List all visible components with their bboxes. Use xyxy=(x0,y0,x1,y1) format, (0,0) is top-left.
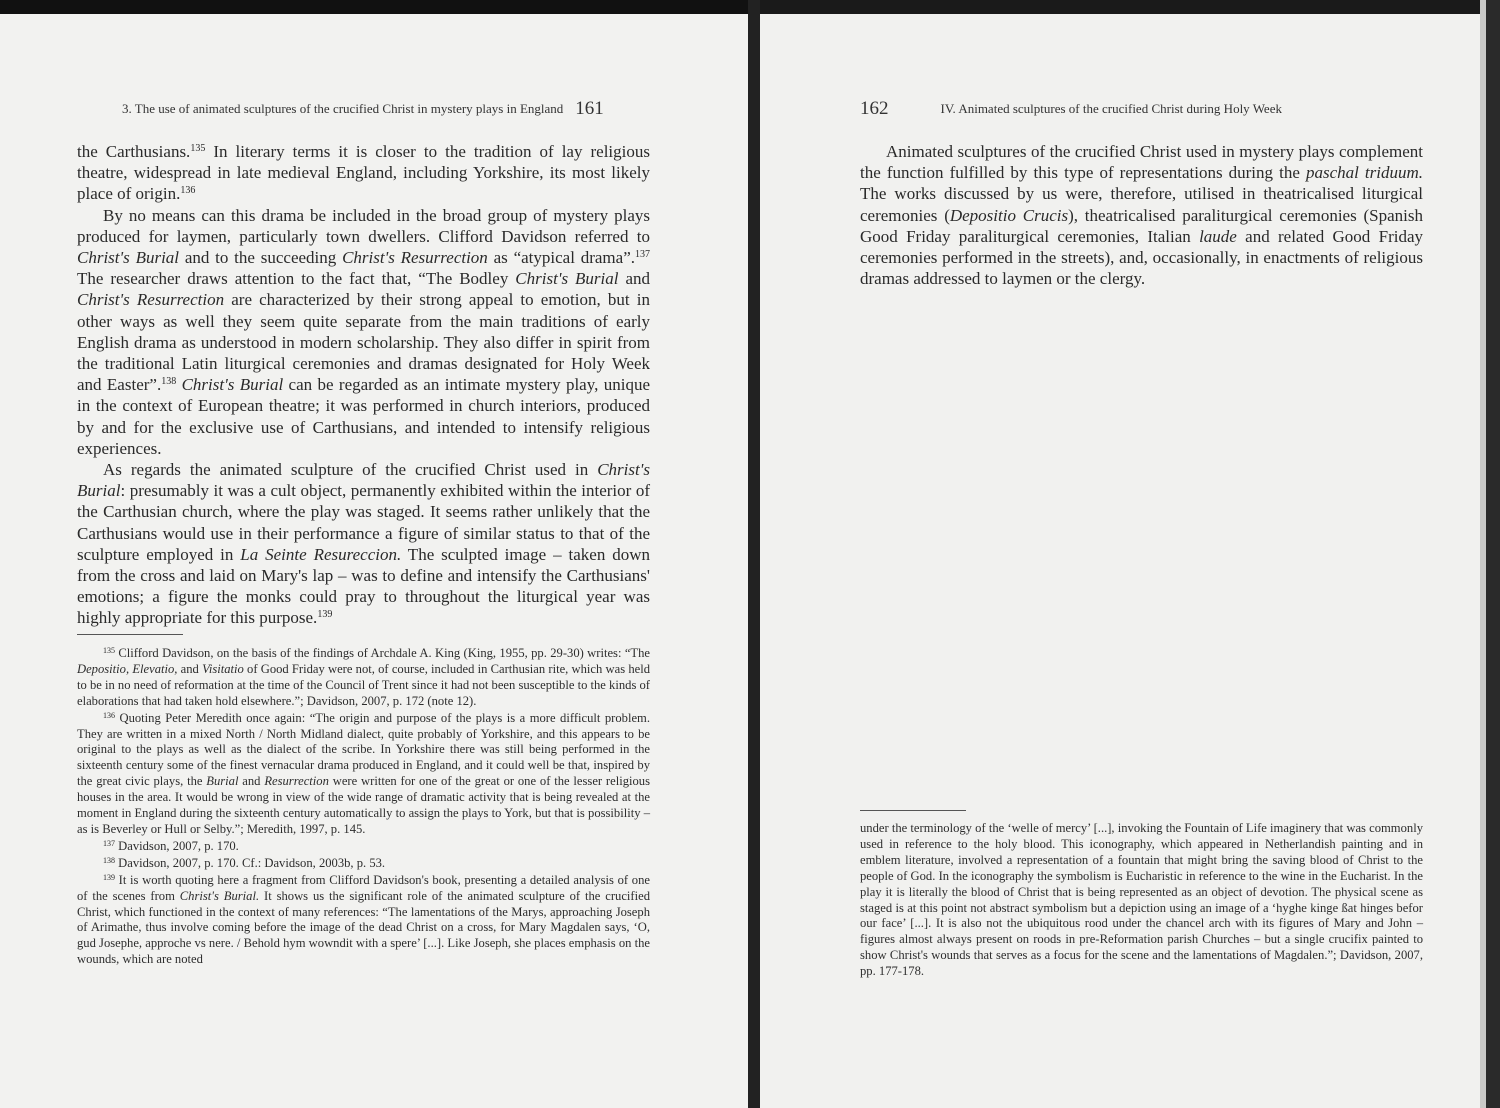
text-run: Animated sculptures of the crucified Christ used in mystery plays complement the function fulfilled by this type of representations during the xyxy=(860,142,1423,183)
text-run: Clifford Davidson, on the basis of the findings of Archdale A. King (King, 1955, pp. 29-30) writes: “The xyxy=(115,646,650,660)
text-run: The sculpted image – taken down from the cross and laid on Mary's lap – was to define and intensify the Carthusians' emotions; a figure the monks could pray to throughout the liturgical year was highly appropriate for this purpose. xyxy=(77,544,651,628)
text-run: It is worth quoting here a fragment from Clifford Davidson's book, presenting a detailed analysis of one of the scenes from xyxy=(77,872,650,903)
left-page xyxy=(0,0,748,1108)
text-run: and related Good Friday ceremonies performed in the streets), and, occasionally, in enactments of religious dramas addressed to laymen or the clergy. xyxy=(860,226,1423,289)
footnote-ref: 139 xyxy=(317,609,333,621)
paragraph xyxy=(77,205,650,459)
text-run: In literary terms it is closer to the tradition of lay religious theatre, widespread in late medieval England, including Yorkshire, its most likely place of origin. xyxy=(77,142,650,204)
footnote-ref: 135 xyxy=(190,143,206,154)
footnote-ref: 138 xyxy=(161,376,177,388)
italic-text: Depositio, Elevatio, xyxy=(77,661,178,676)
footnote xyxy=(77,711,650,838)
footnote-number: 135 xyxy=(103,646,115,655)
text-run: were written for one of the great or one of the lesser religious houses in the area. It would be wrong in view of the wide range of dramatic activity that is being revealed at the moment in England during the sixteenth century automatically to assign the plays to York, but that is possibility – as is Beverley or Hull or Selby.”; Meredith, 1997, p. 145. xyxy=(77,774,651,836)
footnote-number: 137 xyxy=(103,838,115,848)
footnotes-left xyxy=(77,646,650,969)
text-run: The works discussed by us were, therefore, utilised in theatricalised liturgical ceremonies ( xyxy=(860,184,1423,225)
text-run: and xyxy=(618,269,650,289)
footnote xyxy=(77,873,650,968)
italic-text: Resurrection xyxy=(264,774,329,789)
running-head-title: 3. The use of animated sculptures of the crucified Christ in mystery plays in England xyxy=(122,101,564,116)
italic-text: laude xyxy=(1199,226,1237,246)
italic-text: Christ's Resurrection xyxy=(342,248,488,268)
text-run: and xyxy=(177,661,203,676)
page-number: 162 xyxy=(860,98,889,119)
paragraph xyxy=(77,459,650,629)
footnote xyxy=(860,821,1423,980)
italic-text: Christ's Resurrection xyxy=(77,290,225,310)
text-run: : presumably it was a cult object, permanently exhibited within the interior of the Carthusian church, where the play was staged. It seems rather unlikely that the Carthusians would use in their performance a figure of similar status to that of the sculpture employed in xyxy=(77,481,650,564)
right-page xyxy=(760,0,1500,1108)
text-run: By no means can this drama be included in the broad group of mystery plays produced for laymen, particularly town dwellers. Clifford Davidson referred to xyxy=(77,205,650,246)
running-head-right xyxy=(860,98,1282,120)
footnote-number: 139 xyxy=(103,872,115,882)
page-number: 161 xyxy=(575,98,604,119)
text-run: It shows us the significant role of the animated sculpture of the crucified Christ, which functioned in the context of many references: “The lamentations of the Marys, approaching Joseph of Arimathe, thus involve coming before the image of the dead Christ on a cross, for Mary Magdalen says, ‘O, gud Josephe, approche vs nere. / Behold hym wowndit with a spere’ [...]. Like Joseph, she places emphasis on the wounds, which are noted xyxy=(77,888,650,967)
text-run: Quoting Peter Meredith once again: “The origin and purpose of the plays is a more difficult problem. They are written in a mixed North / North Midland dialect, quite probably of Yorkshire, and this appears to be original to the plays as well as the dialect of the scribe. In Yorkshire there was still being performed in the sixteenth century some of the finest vernacular drama produced in England, and it could well be that, inspired by the great civic plays, the xyxy=(77,710,650,789)
footnote-rule xyxy=(77,634,183,635)
footnote xyxy=(77,646,650,710)
italic-text: Burial xyxy=(206,774,239,789)
scan-top-border xyxy=(0,0,748,14)
italic-text: La Seinte Resureccion. xyxy=(240,544,402,564)
footnote-ref: 136 xyxy=(180,185,196,197)
text-run: and to the succeeding xyxy=(179,248,343,268)
italic-text: Christ's Burial. xyxy=(179,888,260,903)
scan-top-border xyxy=(760,0,1500,14)
footnotes-right xyxy=(860,821,1423,981)
paragraph xyxy=(77,141,650,205)
italic-text: Depositio Crucis xyxy=(949,205,1069,225)
text-run: The researcher draws attention to the fact that, “The Bodley xyxy=(77,269,516,289)
footnote-ref: 137 xyxy=(635,249,650,261)
text-run: can be regarded as an intimate mystery play, unique in the context of European theatre; it was performed in church interiors, produced by and for the exclusive use of Carthusians, and intended to intensify religious experiences. xyxy=(77,375,650,458)
text-run: are characterized by their strong appeal to emotion, but in other ways as well they seem quite separate from the main traditions of early English drama as understood in modern scholarship. They also differ in spirit from the traditional Latin liturgical ceremonies and dramas designated for Holy Week and Easter”. xyxy=(77,290,650,395)
scan-right-border xyxy=(1486,0,1500,1108)
running-head-left xyxy=(122,98,604,120)
italic-text: Christ's Burial xyxy=(77,460,650,501)
text-run: and xyxy=(238,774,265,789)
footnote-number: 138 xyxy=(103,855,115,865)
italic-text: Christ's Burial xyxy=(181,375,284,395)
text-run: of Good Friday were not, of course, included in Carthusian rite, which was held to be in no need of reformation at the time of the Council of Trent since it had not been susceptible to the kinds of elaborations that had taken hold elsewhere.”; Davidson, 2007, p. 172 (note 12). xyxy=(77,661,650,708)
text-run: ), theatricalised paraliturgical ceremonies (Spanish Good Friday paraliturgical ceremonies, Italian xyxy=(860,205,1423,246)
paragraph xyxy=(860,141,1423,289)
footnote-number: 136 xyxy=(103,710,115,720)
footnote xyxy=(77,856,650,872)
footnote xyxy=(77,839,650,855)
italic-text: paschal triduum. xyxy=(1305,163,1423,183)
italic-text: Christ's Burial xyxy=(77,248,180,268)
text-run: Davidson, 2007, p. 170. Cf.: Davidson, 2003b, p. 53. xyxy=(115,855,386,870)
text-run: under the terminology of the ‘welle of mercy’ [...], invoking the Fountain of Life imaginery that was commonly used in reference to the holy blood. This iconography, which appeared in Netherlandish painting and in emblem literature, involved a representation of a fountain that might bring the saving blood of Christ to the people of God. In the iconography the symbolism is Eucharistic in reference to the wine in the Eucharist. In the play it is literally the blood of Christ that is being represented as an object of devotion. The physical scene as staged is at this point not abstract symbolism but a depiction using an image of a ‘hyghe kinge ßat hinges befor our face’ [...]. It is also not the ubiquitous rood under the chancel arch with its figures of Mary and John – figures almost always present on roods in pre-Reformation parish Churches – but a single crucifix painted to show Christ's wounds that serves as a focus for the scene and the lamentations of Magdalen.”; Davidson, 2007, pp. 177-178. xyxy=(860,821,1423,979)
text-run: the Carthusians. xyxy=(77,142,191,161)
text-run: Davidson, 2007, p. 170. xyxy=(115,838,239,853)
text-run: as “atypical drama”. xyxy=(487,248,635,268)
italic-text: Christ's Burial xyxy=(515,269,619,289)
footnote-rule xyxy=(860,810,966,811)
italic-text: Visitatio xyxy=(202,661,244,676)
text-run: As regards the animated sculpture of the crucified Christ used in xyxy=(103,460,598,480)
running-head-title: IV. Animated sculptures of the crucified Christ during Holy Week xyxy=(940,101,1282,116)
body-text-right xyxy=(860,141,1423,289)
body-text-left xyxy=(77,141,650,629)
